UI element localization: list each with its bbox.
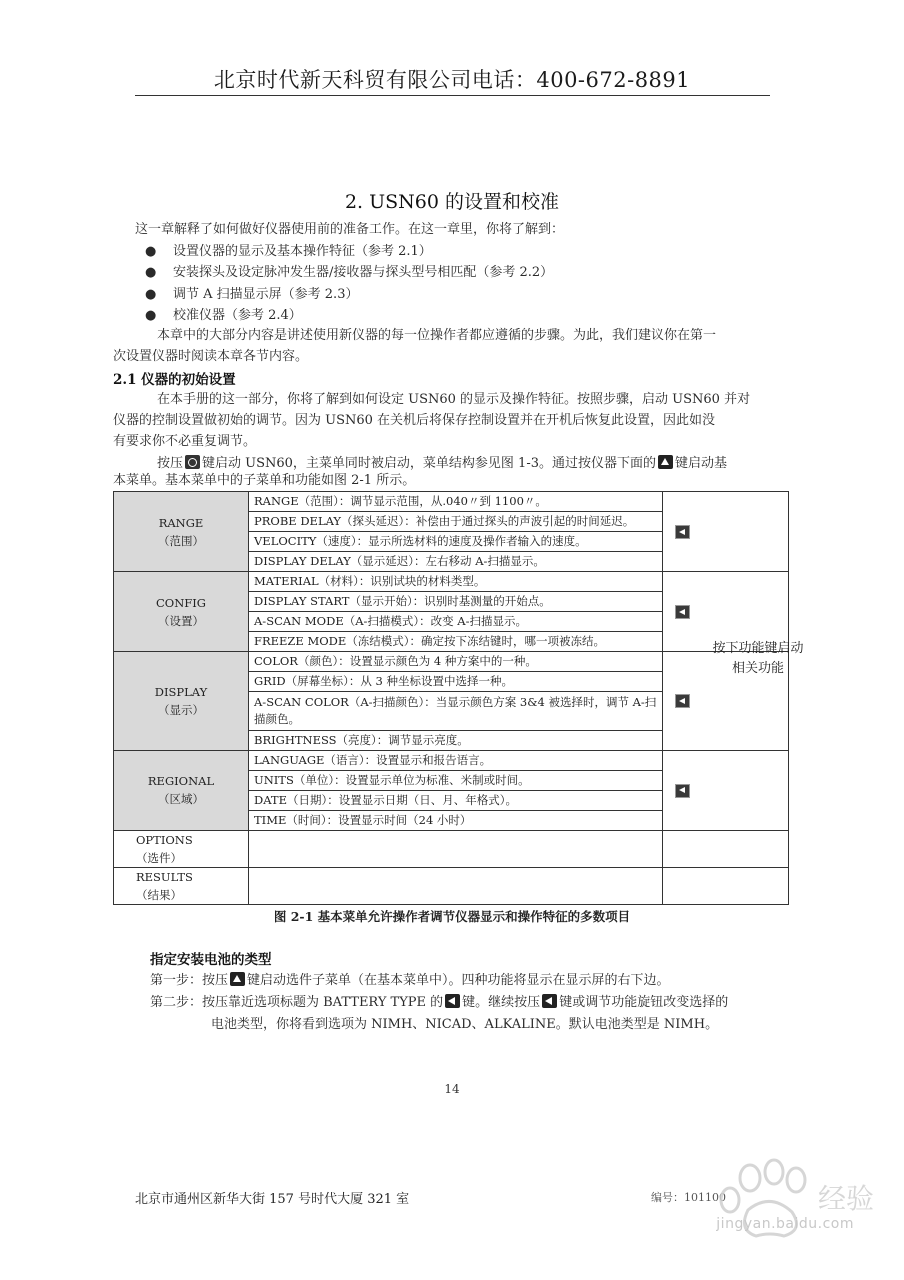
group-name: CONFIG: [156, 595, 206, 610]
para2-text-c: 键启动基: [675, 456, 728, 471]
function-key-icon: [445, 994, 460, 1008]
up-arrow-key-icon: [658, 455, 673, 469]
function-key-cell: [663, 492, 789, 572]
up-arrow-key-icon: [230, 972, 245, 986]
step1-text-b: 键启动选件子菜单（在基本菜单中）。四种功能将显示在显示屏的右下边。: [247, 973, 670, 988]
menu-function: DATE（日期）：设置显示日期（日、月、年格式）。: [249, 790, 663, 810]
menu-group-range: [114, 492, 249, 572]
menu-function: UNITS（单位）：设置显示单位为标准、米制或时间。: [249, 770, 663, 790]
menu-function: DISPLAY DELAY（显示延迟）：左右移动 A-扫描显示。: [249, 552, 663, 572]
bullet-item: [145, 305, 302, 326]
function-key-cell-empty: [663, 868, 789, 905]
watermark-url: jingyan.baidu.com: [716, 1216, 854, 1232]
power-key-icon: [185, 455, 200, 469]
menu-function: A-SCAN COLOR（A-扫描颜色）：当显示颜色方案 3&4 被选择时，调节 A-扫描颜色。: [249, 692, 663, 731]
bullet-text: 设置仪器的显示及基本操作特征（参考 2.1）: [173, 244, 432, 259]
bullet-text: 校准仪器（参考 2.4）: [173, 308, 302, 323]
figure-caption: 图 2-1 基本菜单允许操作者调节仪器显示和操作特征的多数项目: [273, 909, 631, 924]
function-key-icon: [675, 525, 690, 539]
menu-function: VELOCITY（速度）：显示所选材料的速度及操作者输入的速度。: [249, 532, 663, 552]
function-key-cell: [663, 750, 789, 830]
bullet-text: 安装探头及设定脉冲发生器/接收器与探头型号相匹配（参考 2.2）: [173, 265, 554, 280]
baidu-watermark-logo: [700, 1150, 890, 1250]
group-name: REGIONAL: [147, 774, 215, 789]
bullet-item: [145, 262, 553, 283]
section-para2-line2: 本菜单。基本菜单中的子菜单和功能如图 2-1 所示。: [113, 473, 416, 488]
group-name-cn: （设置）: [158, 613, 204, 628]
menu-group-display: [114, 652, 249, 751]
function-key-icon: [675, 605, 690, 619]
step2-text-a: 第二步：按压靠近选项标题为 BATTERY TYPE 的: [150, 995, 444, 1010]
menu-function: LANGUAGE（语言）：设置显示和报告语言。: [249, 750, 663, 770]
step2-text-c: 键或调节功能旋钮改变选择的: [559, 995, 729, 1010]
bullet-item: [145, 241, 432, 262]
menu-function: COLOR（颜色）：设置显示颜色为 4 种方案中的一种。: [249, 652, 663, 672]
group-name: RANGE: [158, 515, 204, 530]
bullet-dot: ●: [145, 265, 157, 280]
group-name-cn: （显示）: [158, 702, 204, 717]
header-company-line: 北京时代新天科贸有限公司电话：400-672-8891: [213, 68, 691, 92]
section-para1-line1: 在本手册的这一部分，你将了解到如何设定 USN60 的显示及操作特征。按照步骤，启动 USN60 并对: [157, 392, 751, 407]
menu-group-config: [114, 572, 249, 652]
group-name-cn: （结果）: [136, 888, 182, 902]
menu-function-empty: [249, 868, 663, 905]
menu-function: GRID（屏幕坐标）：从 3 种坐标设置中选择一种。: [249, 672, 663, 692]
group-name-cn: （选件）: [136, 851, 182, 865]
battery-step2-line2: 电池类型，你将看到选项为 NIMH、NICAD、ALKALINE。默认电池类型是 NIMH。: [211, 1017, 719, 1032]
watermark-logo-text: 经验: [818, 1182, 875, 1215]
menu-function: MATERIAL（材料）：识别试块的材料类型。: [249, 572, 663, 592]
menu-function: PROBE DELAY（探头延迟）：补偿由于通过探头的声波引起的时间延迟。: [249, 512, 663, 532]
section-para1-line2: 仪器的控制设置做初始的调节。因为 USN60 在关机后将保存控制设置并在开机后恢复此设置，因此如没: [113, 413, 716, 428]
bullet-text: 调节 A 扫描显示屏（参考 2.3）: [173, 287, 359, 302]
para2-text-b: 键启动 USN60，主菜单同时被启动，菜单结构参见图 1-3。通过按仪器下面的: [202, 456, 656, 471]
header-rule: [135, 95, 770, 96]
menu-group-options: [114, 831, 249, 868]
page-number: 14: [444, 1082, 460, 1096]
function-key-icon: [675, 784, 690, 798]
chapter-intro: 这一章解释了如何做好仪器使用前的准备工作。在这一章里，你将了解到：: [135, 222, 565, 237]
footer-code: 编号：101100: [651, 1191, 726, 1204]
chapter-closing-line1: 本章中的大部分内容是讲述使用新仪器的每一位操作者都应遵循的步骤。为此，我们建议你在第一: [157, 328, 717, 343]
menu-function: BRIGHTNESS（亮度）：调节显示亮度。: [249, 730, 663, 750]
menu-function: TIME（时间）：设置显示时间（24 小时）: [249, 810, 663, 830]
group-name: DISPLAY: [154, 684, 208, 699]
section-heading: 2.1 仪器的初始设置: [113, 372, 236, 388]
chapter-title: 2. USN60 的设置和校准: [344, 191, 560, 213]
bullet-dot: ●: [145, 308, 157, 323]
footer-address: 北京市通州区新华大街 157 号时代大厦 321 室: [135, 1192, 410, 1207]
basic-menu-table: [113, 491, 789, 905]
para2-text-a: 按压: [157, 456, 184, 471]
battery-heading: 指定安装电池的类型: [150, 952, 272, 968]
menu-function: DISPLAY START（显示开始）：识别时基测量的开始点。: [249, 592, 663, 612]
step2-text-b: 键。继续按压: [462, 995, 541, 1010]
battery-step1: [150, 970, 670, 991]
function-key-cell-empty: [663, 831, 789, 868]
bullet-dot: ●: [145, 244, 157, 259]
group-name-cn: （区域）: [158, 792, 204, 807]
function-key-icon: [542, 994, 557, 1008]
battery-step2: [150, 992, 728, 1013]
bullet-dot: ●: [145, 287, 157, 302]
step1-text-a: 第一步：按压: [150, 973, 229, 988]
chapter-closing-line2: 次设置仪器时阅读本章各节内容。: [113, 349, 309, 364]
group-name-cn: （范围）: [158, 533, 204, 548]
menu-group-regional: [114, 750, 249, 830]
menu-function-empty: [249, 831, 663, 868]
function-key-icon: [675, 694, 690, 708]
menu-group-results: [114, 868, 249, 905]
menu-function: A-SCAN MODE（A-扫描模式）：改变 A-扫描显示。: [249, 612, 663, 632]
menu-function: FREEZE MODE（冻结模式）：确定按下冻结键时，哪一项被冻结。: [249, 632, 663, 652]
menu-function: RANGE（范围）：调节显示范围，从.040〃到 1100〃。: [249, 492, 663, 512]
group-name: RESULTS: [136, 870, 193, 884]
group-name: OPTIONS: [136, 833, 193, 847]
section-para1-line3: 有要求你不必重复调节。: [113, 434, 257, 449]
bullet-item: [145, 284, 358, 305]
function-key-note: 按下功能键启动相关功能: [712, 641, 804, 676]
